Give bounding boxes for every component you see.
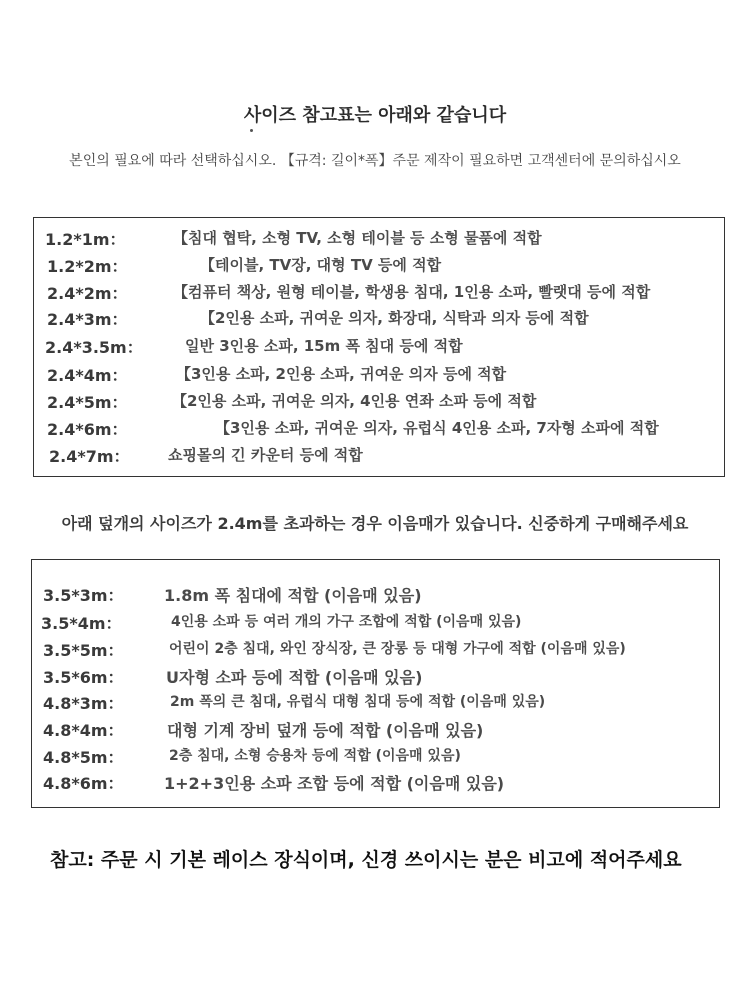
page-title: 사이즈 참고표는 아래와 같습니다 — [243, 105, 507, 126]
table-row — [32, 691, 719, 715]
size-label: 1.2*2m： — [47, 257, 128, 276]
size-description: 1+2+3인용 소파 조합 등에 적합 (이음매 있음) — [164, 774, 505, 793]
size-label: 2.4*2m： — [47, 284, 128, 303]
size-label: 2.4*3.5m： — [45, 338, 143, 357]
table-row — [32, 583, 719, 607]
size-description: 4인용 소파 등 여러 개의 가구 조합에 적합 (이음매 있음) — [171, 614, 522, 630]
size-description: 2m 폭의 큰 침대, 유럽식 대형 침대 등에 적합 (이음매 있음) — [170, 694, 546, 710]
size-description: 【3인용 소파, 2인용 소파, 귀여운 의자 등에 적합 — [176, 365, 507, 383]
size-label: 4.8*3m： — [43, 694, 124, 713]
table-row — [34, 363, 724, 387]
size-label: 4.8*4m： — [43, 721, 124, 740]
size-label: 3.5*3m： — [43, 586, 124, 605]
table-row — [32, 745, 719, 769]
size-description: 2층 침대, 소형 승용차 등에 적합 (이음매 있음) — [169, 748, 461, 764]
size-table-standard — [33, 217, 725, 477]
size-label: 2.4*5m： — [47, 393, 128, 412]
size-description: 대형 기계 장비 덮개 등에 적합 (이음매 있음) — [167, 721, 484, 740]
table-row — [32, 665, 719, 689]
size-description: 【2인용 소파, 귀여운 의자, 화장대, 식탁과 의자 등에 적합 — [200, 309, 589, 327]
order-note: 참고: 주문 시 기본 레이스 장식이며, 신경 쓰이시는 분은 비고에 적어주세요 — [50, 849, 682, 871]
table-row — [34, 307, 724, 331]
size-description: 【테이블, TV장, 대형 TV 등에 적합 — [200, 256, 442, 274]
size-description: U자형 소파 등에 적합 (이음매 있음) — [166, 668, 423, 687]
size-description: 쇼핑몰의 긴 카운터 등에 적합 — [168, 446, 363, 464]
intro-text: 본인의 필요에 따라 선택하십시오. 【규격: 길이*폭】주문 제작이 필요하면 고객센터에 문의하십시오 — [69, 153, 681, 169]
size-description: 【침대 협탁, 소형 TV, 소형 테이블 등 소형 물품에 적합 — [173, 229, 542, 247]
table-row — [32, 718, 719, 742]
table-row — [34, 417, 724, 441]
size-label: 1.2*1m： — [45, 230, 126, 249]
table-row — [32, 771, 719, 795]
seam-warning: 아래 덮개의 사이즈가 2.4m를 초과하는 경우 이음매가 있습니다. 신중하게 구매해주세요 — [61, 514, 689, 533]
size-description: 일반 3인용 소파, 15m 폭 침대 등에 적합 — [185, 337, 463, 355]
size-description: 【컴퓨터 책상, 원형 테이블, 학생용 침대, 1인용 소파, 빨랫대 등에 적합 — [173, 283, 651, 301]
table-row — [34, 227, 724, 251]
size-description: 어린이 2층 침대, 와인 장식장, 큰 장롱 등 대형 가구에 적합 (이음매 있음) — [169, 641, 626, 657]
size-description: 【3인용 소파, 귀여운 의자, 유럽식 4인용 소파, 7자형 소파에 적합 — [215, 419, 659, 437]
size-label: 2.4*7m： — [49, 447, 130, 466]
table-row — [34, 281, 724, 305]
size-label: 2.4*4m： — [47, 366, 128, 385]
table-row — [34, 254, 724, 278]
size-description: 1.8m 폭 침대에 적합 (이음매 있음) — [164, 586, 422, 605]
table-row — [34, 390, 724, 414]
size-label: 3.5*4m： — [41, 614, 122, 633]
table-row — [32, 638, 719, 662]
size-label: 2.4*3m： — [47, 310, 128, 329]
decorative-dot — [250, 129, 253, 132]
size-label: 4.8*5m： — [43, 748, 124, 767]
table-row — [34, 335, 724, 359]
table-row — [32, 611, 719, 635]
size-label: 2.4*6m： — [47, 420, 128, 439]
table-row — [34, 444, 724, 468]
size-label: 3.5*6m： — [43, 668, 124, 687]
size-label: 4.8*6m： — [43, 774, 124, 793]
size-table-seamed — [31, 559, 720, 808]
size-description: 【2인용 소파, 귀여운 의자, 4인용 연좌 소파 등에 적합 — [172, 392, 537, 410]
size-label: 3.5*5m： — [43, 641, 124, 660]
